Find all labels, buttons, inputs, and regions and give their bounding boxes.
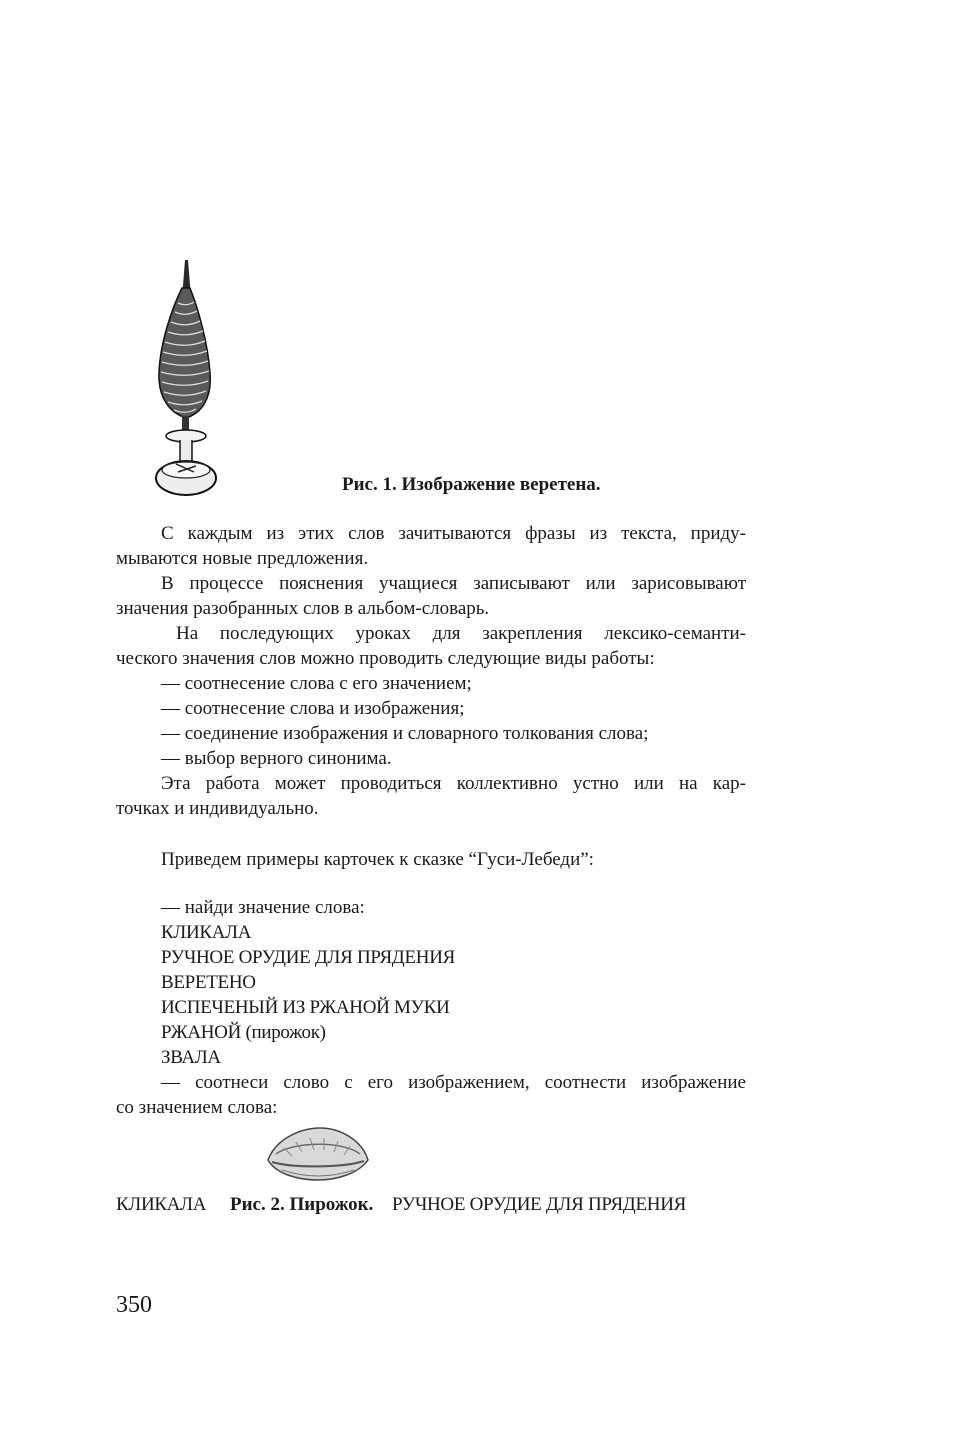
figure-1-caption: Рис. 1. Изображение веретена. [342,474,601,495]
figure-2-caption: Рис. 2. Пирожок. [230,1194,374,1215]
task-1-item: ИСПЕЧЕНЫЙ ИЗ РЖАНОЙ МУКИ [161,997,450,1018]
task-2-line-2: со значением слова: [116,1097,278,1118]
paragraph-1-line-2: мываются новые предложения. [116,548,369,569]
paragraph-1-line-1: С каждым из этих слов зачитываются фразы из текста, приду- [161,523,746,544]
paragraph-2-line-1: В процессе пояснения учащиеся записывают или зарисовывают [161,573,746,594]
work-type-item: — соединение изображения и словарного толкования слова; [161,723,649,744]
paragraph-4-line-2: точках и индивидуально. [116,798,319,819]
work-type-item: — выбор верного синонима. [161,748,392,769]
task-1-item: ЗВАЛА [161,1047,221,1068]
figure-2-right-phrase: РУЧНОЕ ОРУДИЕ ДЛЯ ПРЯДЕНИЯ [392,1194,686,1215]
task-1-heading: — найди значение слова: [161,897,365,918]
spindle-image [150,258,222,504]
pie-image [262,1120,372,1186]
task-1-item: РЖАНОЙ (пирожок) [161,1022,326,1043]
work-type-item: — соотнесение слова с его значением; [161,673,472,694]
paragraph-3-line-2: ческого значения слов можно проводить следующие виды работы: [116,648,655,669]
paragraph-2-line-2: значения разобранных слов в альбом-словарь. [116,598,490,619]
task-1-item: ВЕРЕТЕНО [161,972,256,993]
page-number: 350 [116,1292,152,1318]
work-type-item: — соотнесение слова и изображения; [161,698,465,719]
task-1-item: КЛИКАЛА [161,922,252,943]
paragraph-5: Приведем примеры карточек к сказке “Гуси-Лебеди”: [161,849,594,870]
paragraph-4-line-1: Эта работа может проводиться коллективно устно или на кар- [161,773,746,794]
task-2-line-1: — соотнеси слово с его изображением, соотнести изображение [161,1072,746,1093]
figure-2-left-word: КЛИКАЛА [116,1194,207,1215]
paragraph-3-line-1: На последующих уроках для закрепления лексико-семанти- [176,623,746,644]
task-1-item: РУЧНОЕ ОРУДИЕ ДЛЯ ПРЯДЕНИЯ [161,947,455,968]
